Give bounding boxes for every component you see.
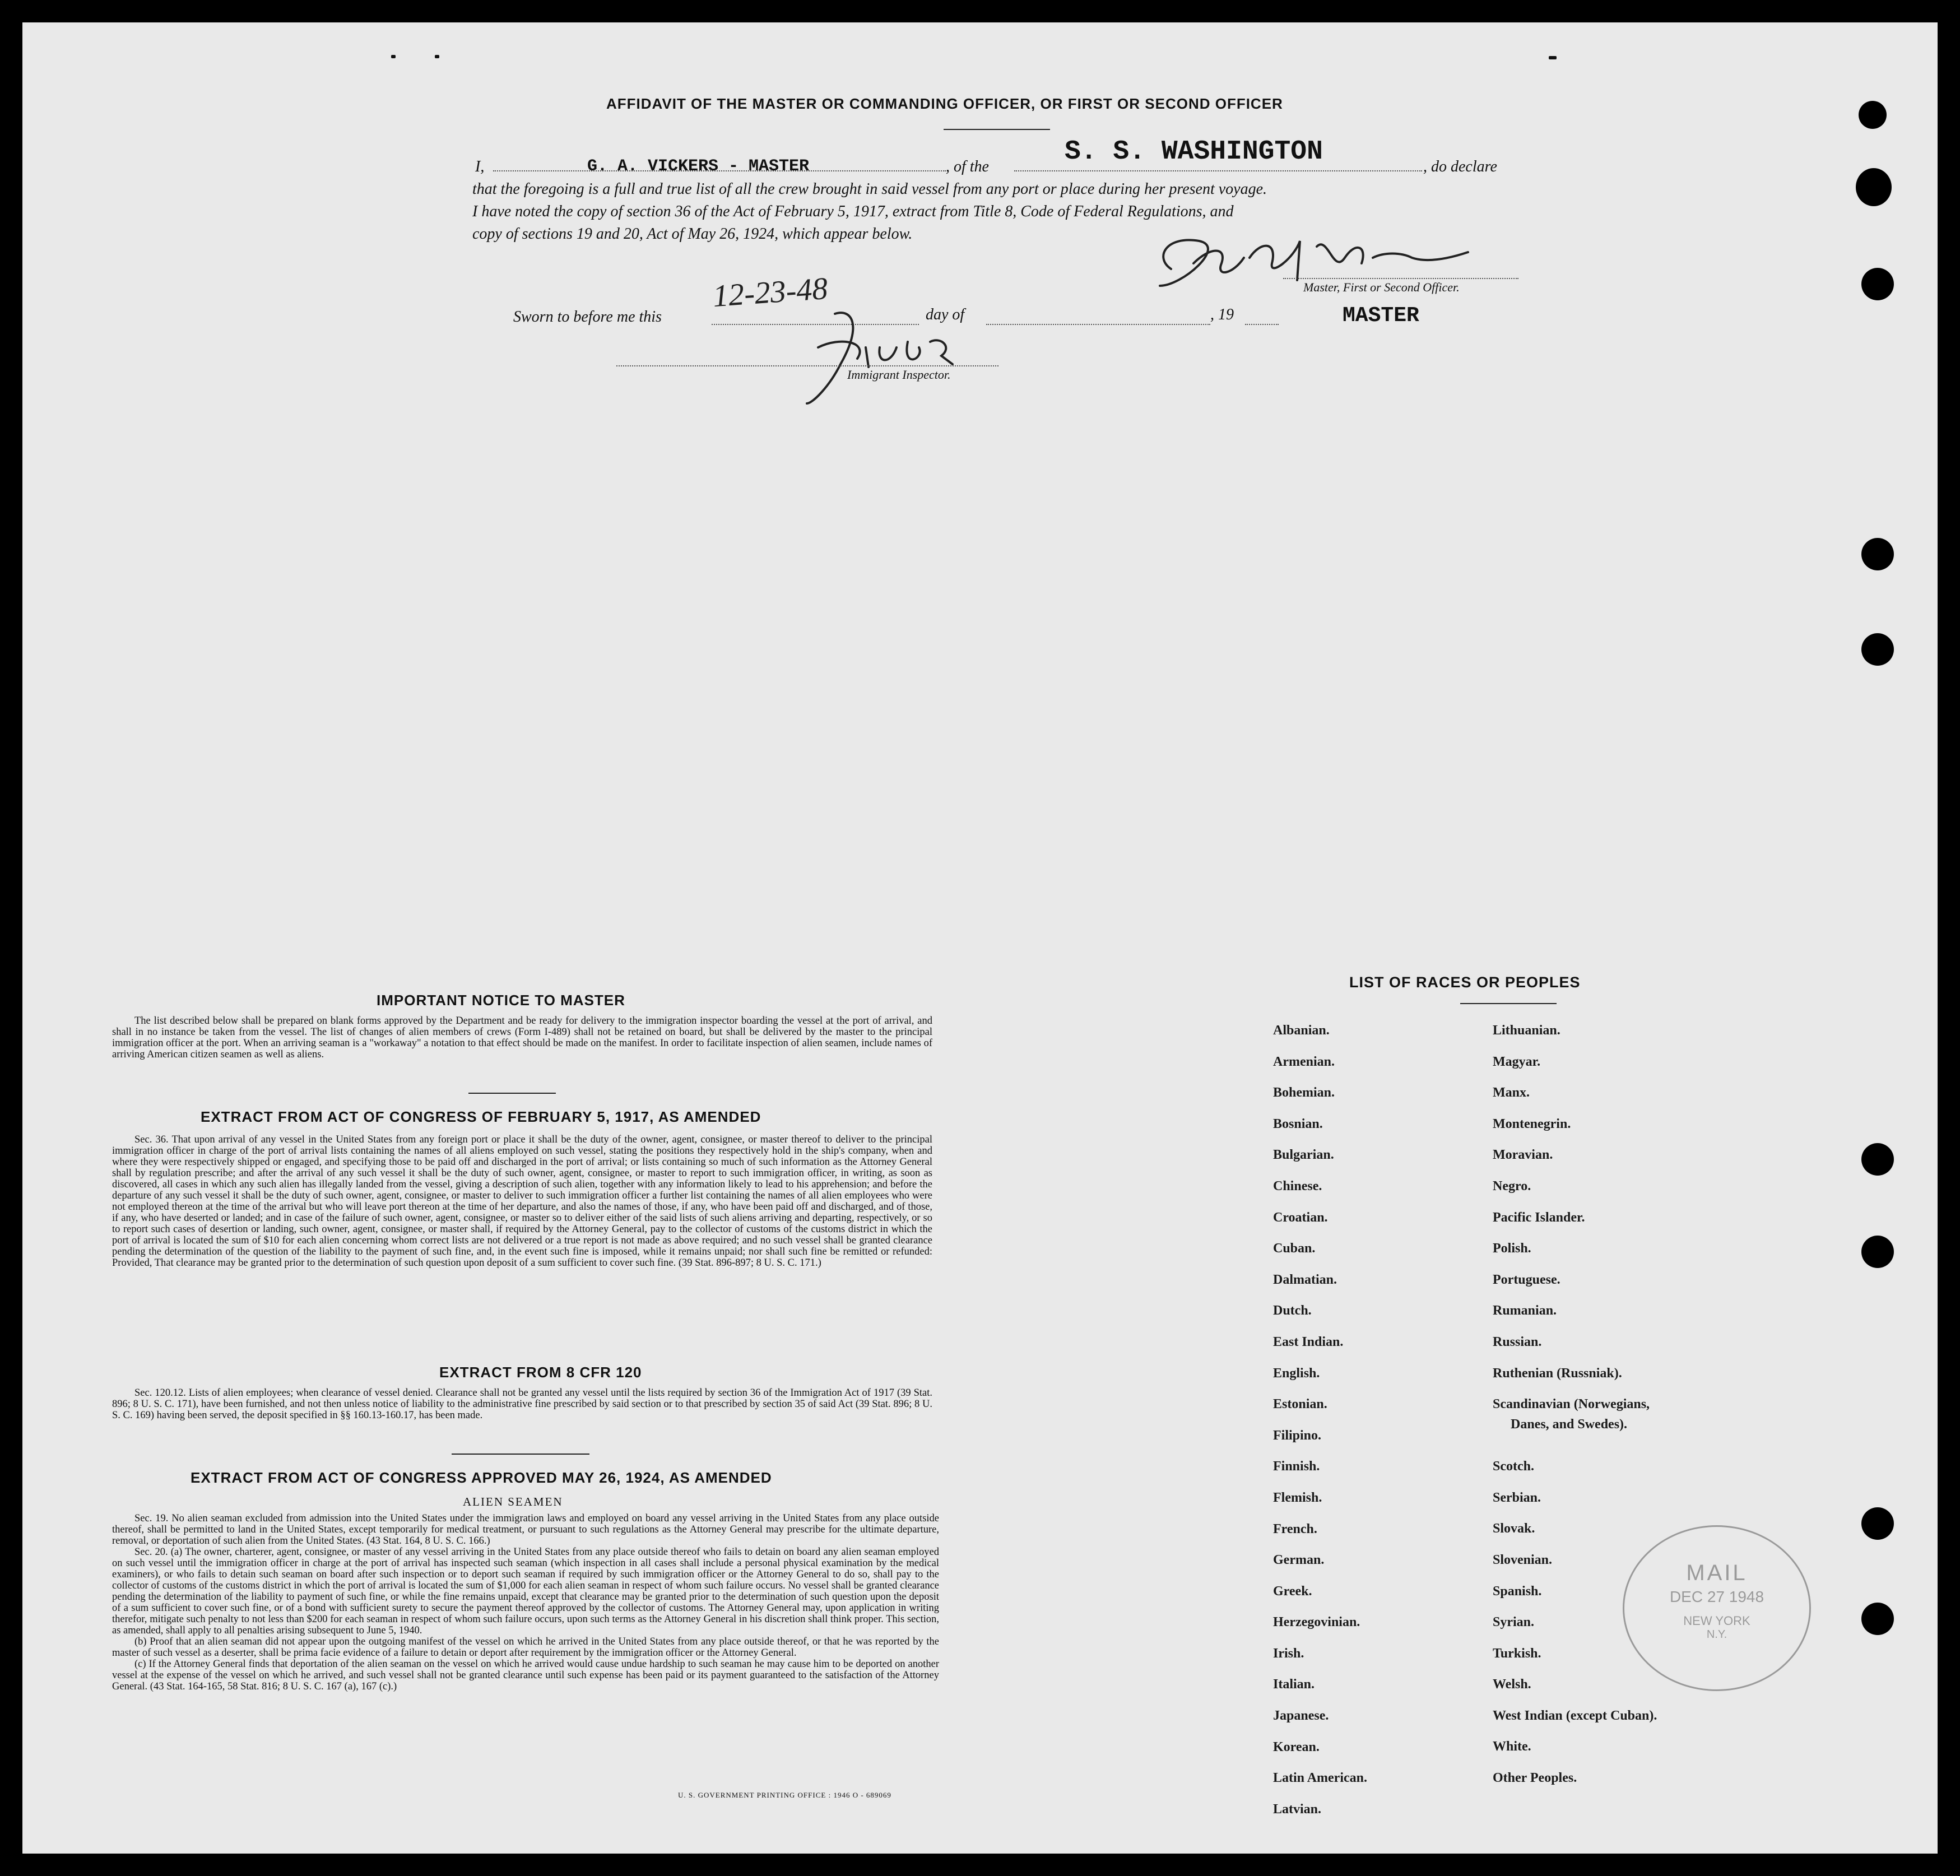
binder-hole [1856, 168, 1892, 206]
race-item: Armenian. [1273, 1054, 1335, 1069]
inspector-line [616, 365, 998, 366]
race-item: Moravian. [1493, 1148, 1553, 1163]
master-title-field: MASTER [1343, 304, 1419, 328]
race-item: Serbian. [1493, 1490, 1541, 1505]
race-item: Filipino. [1273, 1428, 1322, 1443]
extract-1924-text [112, 1513, 939, 1692]
speck [1549, 56, 1557, 59]
race-item: German. [1273, 1553, 1325, 1568]
race-item: Montenegrin. [1493, 1116, 1571, 1131]
race-item: Other Peoples. [1493, 1771, 1577, 1786]
race-item: Chinese. [1273, 1178, 1322, 1194]
extract-1917-text [112, 1134, 932, 1269]
race-item: Japanese. [1273, 1708, 1329, 1724]
race-item: Estonian. [1273, 1397, 1327, 1412]
race-item: Polish. [1493, 1241, 1531, 1256]
year-line [1245, 324, 1279, 325]
do-declare-label: , do declare [1423, 158, 1497, 175]
printer-imprint: U. S. GOVERNMENT PRINTING OFFICE : 1946 O - 689069 [678, 1791, 891, 1799]
of-the-label: , of the [946, 158, 989, 175]
race-item: White. [1493, 1739, 1531, 1754]
vessel-name-field: S. S. WASHINGTON [1065, 137, 1323, 167]
stamp-word: MAIL [1686, 1561, 1748, 1585]
year-prefix: , 19 [1210, 306, 1234, 323]
notice-paragraph: The list described below shall be prepared on blank forms approved by the Department and be ready for delivery to the immigration inspector boarding the vessel at the port of arrival, and shall in no instance be taken from the vessel. The list of changes of alien members of crews (Form I-489) shall not be retained on board, but shall be delivered by the master to the principal immigration officer at the port. When an arriving seaman is a "workaway" a notation to that effect should be made on the manifest. In order to facilitate inspection of alien seamen, include names of arriving American citizen seamen as well as aliens. [112, 1015, 932, 1060]
binder-hole [1861, 1236, 1894, 1268]
race-item: Rumanian. [1493, 1303, 1557, 1318]
race-item: Pacific Islander. [1493, 1210, 1585, 1225]
alien-seamen-subtitle: ALIEN SEAMEN [463, 1495, 563, 1508]
extract-cfr-text [112, 1387, 932, 1421]
race-item: Russian. [1493, 1334, 1542, 1349]
race-item: Korean. [1273, 1739, 1320, 1754]
race-item: Latin American. [1273, 1771, 1367, 1786]
race-item: Finnish. [1273, 1459, 1320, 1474]
title-rule [944, 129, 1050, 130]
race-item: Negro. [1493, 1178, 1531, 1194]
races-title: LIST OF RACES OR PEOPLES [1349, 974, 1581, 991]
speck [435, 55, 439, 58]
declaration-line-4: copy of sections 19 and 20, Act of May 26, 1924, which appear below. [472, 225, 913, 243]
race-item: Lithuanian. [1493, 1023, 1560, 1038]
race-item: Bosnian. [1273, 1116, 1323, 1131]
race-item: Scandinavian (Norwegians, [1493, 1397, 1650, 1412]
extract-cfr-title: EXTRACT FROM 8 CFR 120 [439, 1364, 642, 1381]
binder-hole [1861, 633, 1894, 666]
section-20c-paragraph: (c) If the Attorney General finds that deportation of the alien seaman on the vessel on which he arrived would cause undue hardship to such seaman he may cause him to be deported on another vessel at the expense of the vessel on which he arrived, and such vessel shall not be granted clearance until such expense has been paid or its payment guaranteed to the satisfaction of the Attorney General. (43 Stat. 164-165, 58 Stat. 816; 8 U. S. C. 167 (a), 167 (c).) [112, 1659, 939, 1692]
race-item: Latvian. [1273, 1801, 1322, 1817]
races-rule [1460, 1003, 1557, 1004]
mail-date-stamp [1623, 1525, 1811, 1691]
race-item: Spanish. [1493, 1584, 1542, 1599]
race-item: Turkish. [1493, 1646, 1541, 1661]
section-rule [452, 1454, 589, 1455]
affidavit-title: AFFIDAVIT OF THE MASTER OR COMMANDING OFFICER, OR FIRST OR SECOND OFFICER [606, 95, 1283, 112]
race-item: Albanian. [1273, 1023, 1330, 1038]
stamp-city: NEW YORK [1683, 1614, 1750, 1628]
race-item: Dutch. [1273, 1303, 1312, 1318]
sworn-label: Sworn to before me this [513, 308, 662, 326]
stamp-date: DEC 27 1948 [1669, 1588, 1764, 1605]
race-item: Syrian. [1493, 1615, 1535, 1630]
master-name-field: G. A. VICKERS - MASTER [587, 157, 810, 176]
race-item: East Indian. [1273, 1334, 1344, 1349]
sworn-date-field: 12-23-48 [712, 271, 829, 314]
signature-line [1283, 278, 1518, 279]
inspector-caption: Immigrant Inspector. [847, 368, 951, 382]
race-item: Portuguese. [1493, 1272, 1560, 1287]
binder-hole [1861, 1143, 1894, 1176]
race-item: Herzegovinian. [1273, 1615, 1360, 1630]
race-item: Flemish. [1273, 1490, 1322, 1505]
binder-hole [1861, 1507, 1894, 1540]
race-item: Bohemian. [1273, 1085, 1335, 1100]
section-36-paragraph: Sec. 36. That upon arrival of any vessel in the United States from any foreign port or place it shall be the duty of the owner, agent, consignee, or master thereof to deliver to the principal immigration officer in charge of the port of arrival lists containing the names of all aliens employed on such vessel, stating the positions they respectively hold in the ship's company, when and where they were respectively shipped or engaged, and specifying those to be paid off and discharged in the port of arrival; or lists containing so much of such information as the Attorney General shall by regulation prescribe; and after the arrival of any such vessel it shall be the duty of such owner, agent, consignee, or master to report to such immigration officer, in writing, as soon as discovered, all cases in which any such alien has illegally landed from the vessel, giving a description of such alien, together with any information likely to lead to his apprehension; and before the departure of any such vessel it shall be the duty of such owner, agent, consignee, or master to deliver to such immigration officer a further list containing the names of all alien employees who were not employed thereon at the time of the arrival but who will leave port thereon at the time of her departure, and also the names of those, if any, who have been paid off and discharged, and of those, if any, who have deserted or landed; and in case of the failure of such owner, agent, consignee, or master so to deliver either of the said lists of such aliens arriving and departing, respectively, or so to report such cases of desertion or landing, such owner, agent, consignee, or master shall, if required by the Attorney General, pay to the collector of customs of the customs district in which the port of arrival is located the sum of $10 for each alien concerning whom correct lists are not delivered or a true report is not made as above required; and no such vessel shall be granted clearance pending the determination of the question of the liability to the payment of such fine, and, in the event such fine is imposed, while it remains unpaid; nor shall such fine be remitted or refunded: Provided, That clearance may be granted prior to the determination of such question upon deposit of a sum sufficient to cover such fine. (39 Stat. 896-897; 8 U. S. C. 171.) [112, 1134, 932, 1269]
extract-1917-title: EXTRACT FROM ACT OF CONGRESS OF FEBRUARY 5, 1917, AS AMENDED [201, 1108, 761, 1125]
i-label: I, [475, 158, 485, 175]
race-item: Irish. [1273, 1646, 1304, 1661]
month-line [986, 324, 1210, 325]
speck [391, 55, 396, 58]
races-right-column [1493, 1023, 1657, 1802]
race-item: Greek. [1273, 1584, 1312, 1599]
binder-hole [1859, 101, 1887, 129]
race-item: Manx. [1493, 1085, 1530, 1100]
master-caption: Master, First or Second Officer. [1303, 280, 1460, 294]
race-item: Cuban. [1273, 1241, 1316, 1256]
day-of-label: day of [926, 306, 965, 323]
notice-title: IMPORTANT NOTICE TO MASTER [377, 992, 625, 1009]
race-item: Slovak. [1493, 1521, 1535, 1536]
race-item: West Indian (except Cuban). [1493, 1708, 1657, 1723]
race-item: Ruthenian (Russniak). [1493, 1366, 1622, 1381]
vessel-line [1014, 170, 1422, 171]
race-item: Italian. [1273, 1677, 1315, 1692]
race-item: Scotch. [1493, 1459, 1534, 1474]
race-item: Danes, and Swedes). [1511, 1417, 1628, 1432]
binder-hole [1861, 538, 1894, 570]
section-rule [468, 1093, 556, 1094]
section-20b-paragraph: (b) Proof that an alien seaman did not appear upon the outgoing manifest of the vessel on which he arrived in the United States from any place outside thereof, or that he was reported by the master of such vessel as a deserter, shall be prima facie evidence of a failure to detain or deport after requirement by the immigration officer or the Attorney General. [112, 1636, 939, 1659]
inspector-signature [768, 303, 969, 415]
section-19-paragraph: Sec. 19. No alien seaman excluded from admission into the United States under the immigration laws and employed on board any vessel arriving in the United States from any place outside thereof, shall be permitted to land in the United States, except temporarily for medical treatment, or pursuant to such regulations as the Attorney General may prescribe for the ultimate departure, removal, or deportation of such alien from the United States. (43 Stat. 164, 8 U. S. C. 166.) [112, 1513, 939, 1547]
binder-hole [1861, 1603, 1894, 1635]
section-120-paragraph: Sec. 120.12. Lists of alien employees; when clearance of vessel denied. Clearance shall not be granted any vessel until the lists required by section 36 of the Immigration Act of 1917 (39 Stat. 896; 8 U. S. C. 171), have been furnished, and not then unless notice of liability to the administrative fine prescribed by said section or to that prescribed by section 35 of said Act (39 Stat. 896; 8 U. S. C. 169) having been served, the deposit specified in §§ 160.13-160.17, has been made. [112, 1387, 932, 1421]
race-item: Dalmatian. [1273, 1272, 1337, 1287]
race-item: Slovenian. [1493, 1552, 1553, 1567]
binder-hole [1861, 268, 1894, 300]
declaration-line-2: that the foregoing is a full and true list of all the crew brought in said vessel from any port or place during her present voyage. [472, 180, 1267, 198]
declaration-line-3: I have noted the copy of section 36 of the Act of February 5, 1917, extract from Title 8, Code of Federal Regulations, and [472, 203, 1234, 220]
stamp-state: N.Y. [1706, 1628, 1727, 1641]
extract-1924-title: EXTRACT FROM ACT OF CONGRESS APPROVED MAY 26, 1924, AS AMENDED [191, 1469, 772, 1486]
section-20a-paragraph: Sec. 20. (a) The owner, charterer, agent, consignee, or master of any vessel arriving in the United States from any place outside thereof who fails to detain on board any alien seaman employed on such vessel until the immigration officer in charge at the port of arrival has inspected such seaman (which inspection in all cases shall include a personal physical examination by the medical examiners), or who fails to detain such seaman on board after such inspection or to deport such seaman if required by such immigration officer or the Attorney General to do so, shall pay to the collector of customs of the customs district in which the port of arrival is located the sum of $1,000 for each alien seaman in respect of whom such failure occurs. No vessel shall be granted clearance pending the determination of the liability to payment of such fine, or while the fine remains unpaid, except that clearance may be granted prior to the determination of such question upon the deposit of a sum sufficient to cover such fine, or of a bond with sufficient surety to secure the payment thereof approved by the collector of customs. The Attorney General may, upon application in writing therefor, mitigate such penalty to not less than $200 for each seaman in respect of whom such failure occurs, upon such terms as the Attorney General in his discretion shall think proper. This section, as amended, shall apply to all penalties arising subsequent to June 5, 1940. [112, 1547, 939, 1636]
race-item: Croatian. [1273, 1210, 1328, 1225]
notice-text [112, 1015, 932, 1060]
race-item: French. [1273, 1521, 1317, 1536]
races-left-column [1273, 1023, 1367, 1833]
race-item: Magyar. [1493, 1054, 1541, 1069]
race-item: Welsh. [1493, 1677, 1531, 1692]
race-item: Bulgarian. [1273, 1148, 1334, 1163]
race-item: English. [1273, 1366, 1320, 1381]
